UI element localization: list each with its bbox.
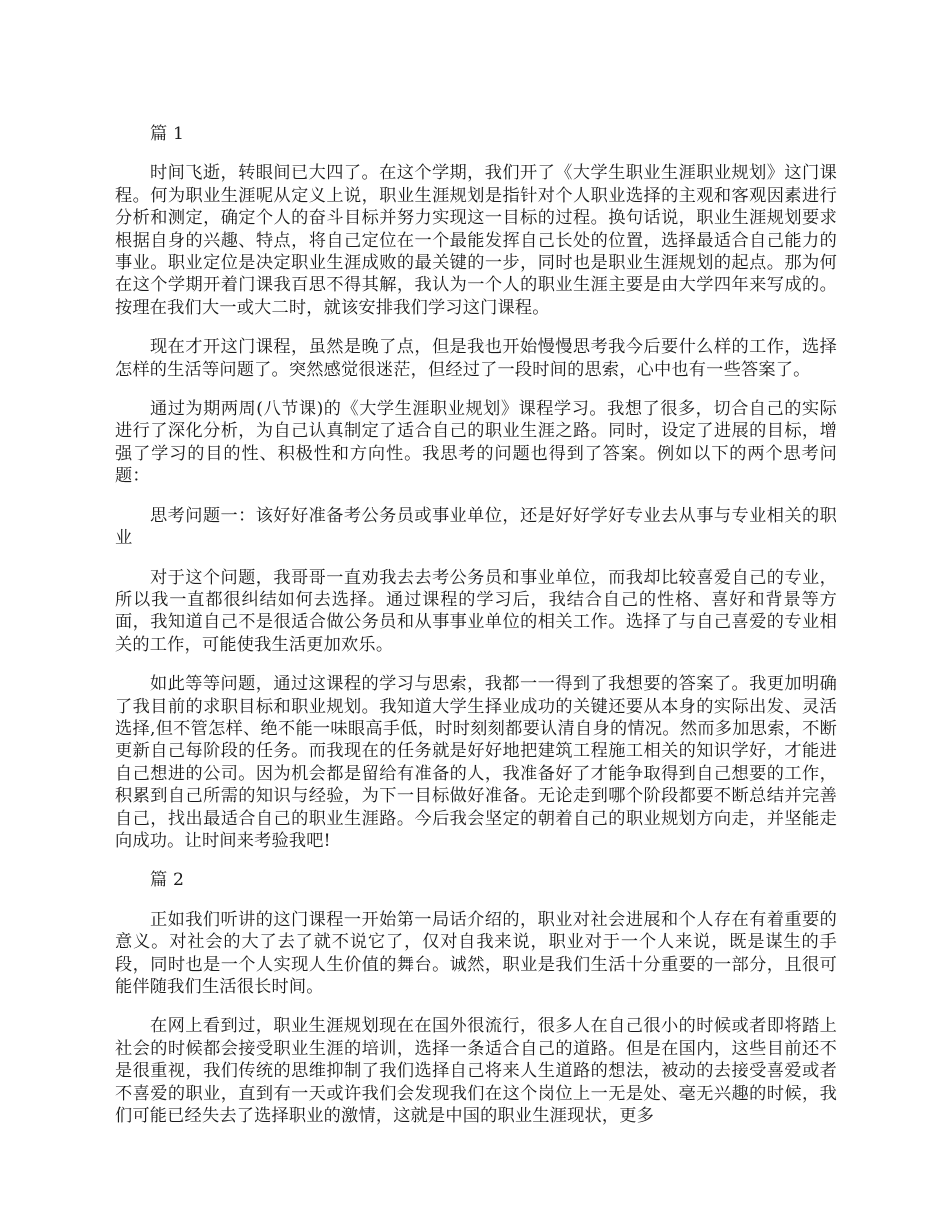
paragraph: 通过为期两周(八节课)的《大学生涯职业规划》课程学习。我想了很多，切合自己的实际进行了深化分析，为自己认真制定了适合自己的职业生涯之路。同时，设定了进展的目标，增强了学习的目的性、积极性和方向性。我思考的问题也得到了答案。例如以下的两个思考问题： bbox=[115, 399, 837, 487]
paragraph: 对于这个问题，我哥哥一直劝我去去考公务员和事业单位，而我却比较喜爱自己的专业，所以我一直都很纠结如何去选择。通过课程的学习后，我结合自己的性格、喜好和背景等方面，我知道自己不是很适合做公务员和从事事业单位的相关工作。选择了与自己喜爱的专业相关的工作，可能使我生活更加欢乐。 bbox=[115, 567, 837, 655]
document-page bbox=[115, 123, 837, 1144]
paragraph: 现在才开这门课程，虽然是晚了点，但是我也开始慢慢思考我今后要什么样的工作，选择怎样的生活等问题了。突然感觉很迷茫，但经过了一段时间的思索，心中也有一些答案了。 bbox=[115, 337, 837, 380]
paragraph: 时间飞逝，转眼间已大四了。在这个学期，我们开了《大学生职业生涯职业规划》这门课程。何为职业生涯呢从定义上说，职业生涯规划是指针对个人职业选择的主观和客观因素进行分析和测定，确定个人的奋斗目标并努力实现这一目标的过程。换句话说，职业生涯规划要求根据自身的兴趣、特点，将自己定位在一个最能发挥自己长处的位置，选择最适合自己能力的事业。职业定位是决定职业生涯成败的最关键的一步，同时也是职业生涯规划的起点。那为何在这个学期开着门课我百思不得其解，我认为一个人的职业生涯主要是由大学四年来写成的。按理在我们大一或大二时，就该安排我们学习这门课程。 bbox=[115, 163, 837, 318]
section-heading-1: 篇 1 bbox=[150, 124, 185, 144]
section-heading-2: 篇 2 bbox=[150, 870, 185, 891]
paragraph: 正如我们听讲的这门课程一开始第一局话介绍的，职业对社会进展和个人存在有着重要的意义。对社会的大了去了就不说它了，仅对自我来说，职业对于一个人来说，既是谋生的手段，同时也是一个人实现人生价值的舞台。诚然，职业是我们生活十分重要的一部分，且很可能伴随我们生活很长时间。 bbox=[115, 909, 837, 997]
paragraph: 如此等等问题，通过这课程的学习与思索，我都一一得到了我想要的答案了。我更加明确了我目前的求职目标和职业规划。我知道大学生择业成功的关键还要从本身的实际出发、灵活选择,但不管怎样、绝不能一味眼高手低，时时刻刻都要认清自身的情况。然而多加思索，不断更新自己每阶段的任务。而我现在的任务就是好好地把建筑工程施工相关的知识学好，才能进自己想进的公司。因为机会都是留给有准备的人，我准备好了才能争取得到自己想要的工作，积累到自己所需的知识与经验，为下一目标做好准备。无论走到哪个阶段都要不断总结并完善自己，找出最适合自己的职业生涯路。今后我会坚定的朝着自己的职业规划方向走，并坚能走向成功。让时间来考验我吧! bbox=[115, 674, 837, 851]
paragraph: 在网上看到过，职业生涯规划现在在国外很流行，很多人在自己很小的时候或者即将踏上社会的时候都会接受职业生涯的培训，选择一条适合自己的道路。但是在国内，这些目前还不是很重视，我们传统的思维抑制了我们选择自己将来人生道路的想法，被动的去接受喜爱或者不喜爱的职业，直到有一天或许我们会发现我们在这个岗位上一无是处、毫无兴趣的时候，我们可能已经失去了选择职业的激情，这就是中国的职业生涯现状，更多 bbox=[115, 1016, 837, 1127]
paragraph: 思考问题一：该好好准备考公务员或事业单位，还是好好学好专业去从事与专业相关的职业 bbox=[115, 505, 837, 549]
